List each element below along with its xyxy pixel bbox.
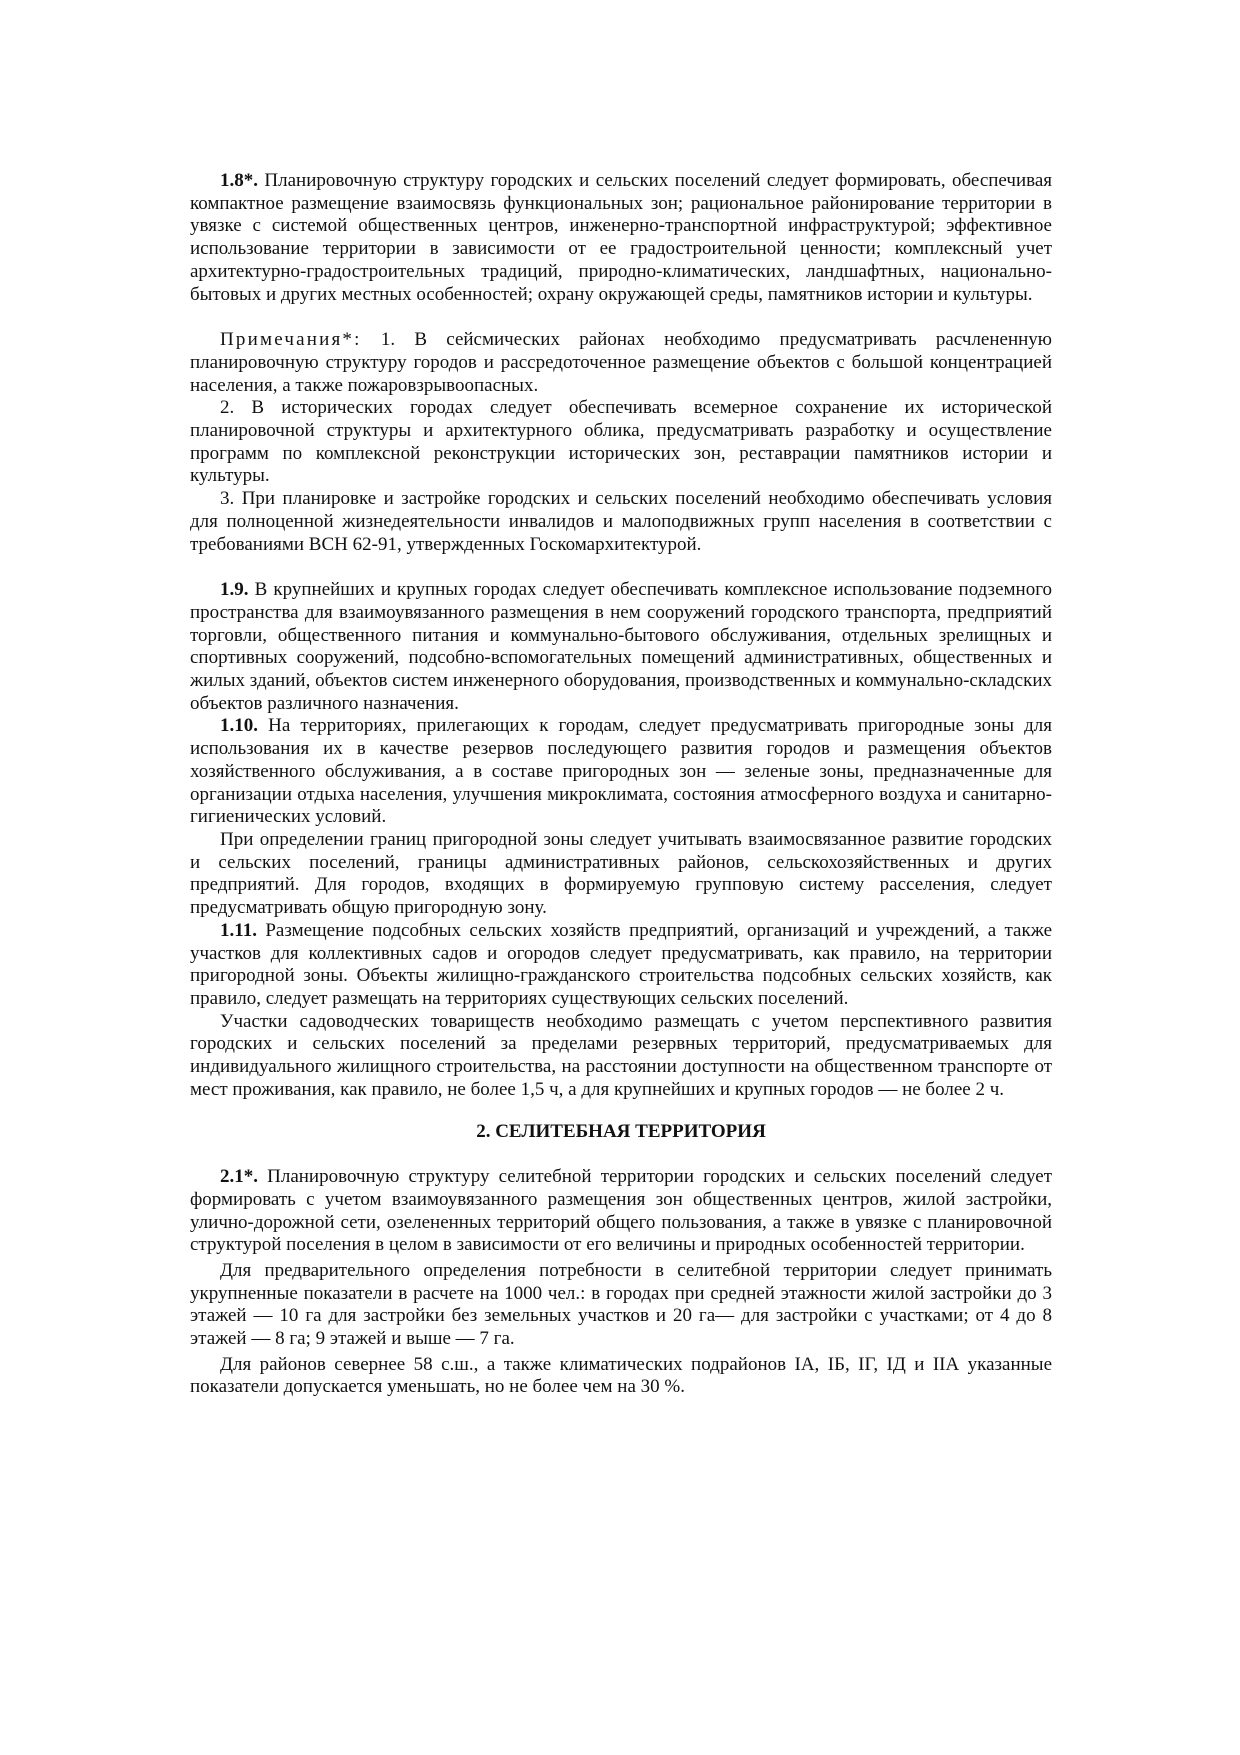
clause-2-1-para-3: Для районов севернее 58 с.ш., а также климатических подрайонов IА, IБ, IГ, IД и IIА указанные показатели допускается уменьшать, но не более чем на 30 %. [190, 1353, 1052, 1398]
clause-text: Планировочную структуру селитебной территории городских и сельских поселений следует формировать с учетом взаимоувязанного размещения зон общественных центров, жилой застройки, улично-дорожной сети, озелененных территорий общего пользования, а также в увязке с планировочной структурой поселения в целом в зависимости от его величины и природных особенностей территории. [190, 1166, 1052, 1256]
clause-number: 1.8*. [220, 170, 258, 191]
document-page [190, 170, 1052, 1399]
clause-text: На территориях, прилегающих к городам, следует предусматривать пригородные зоны для использования их в качестве резервов последующего развития городов и размещения объектов хозяйственного обслуживания, а в составе пригородных зон — зеленые зоны, предназначенные для организации отдыха населения, улучшения микроклимата, состояния атмосферного воздуха и санитарно-гигиенических условий. [190, 715, 1053, 828]
clause-2-1-para-2: Для предварительного определения потребности в селитебной территории следует принимать укрупненные показатели в расчете на 1000 чел.: в городах при средней этажности жилой застройки до 3 этажей — 10 га для застройки без земельных участков и 20 га— для застройки с участками; от 4 до 8 этажей — 8 га; 9 этажей и выше — 7 га. [190, 1259, 1052, 1350]
note-text: 1. В сейсмических районах необходимо предусматривать расчлененную планировочную структуру городов и рассредоточенное размещение объектов с большой концентрацией населения, а также пожаровзрывоопасных. [190, 329, 1052, 396]
clause-1-10-para-2: При определении границ пригородной зоны следует учитывать взаимосвязанное развитие городских и сельских поселений, границы административных районов, сельскохозяйственных и других предприятий. Для городов, входящих в формируемую групповую систему расселения, следует предусматривать общую пригородную зону. [190, 828, 1052, 919]
clause-1-8 [190, 170, 1052, 306]
clause-1-11 [190, 920, 1052, 1011]
notes-item-3: 3. При планировке и застройке городских и сельских поселений необходимо обеспечивать условия для полноценной жизнедеятельности инвалидов и малоподвижных групп населения в соответствии с требованиями ВСН 62-91, утвержденных Госкомархитектурой. [190, 488, 1052, 555]
clause-1-9 [190, 579, 1052, 715]
clause-1-10 [190, 715, 1052, 829]
clause-text: Размещение подсобных сельских хозяйств предприятий, организаций и учреждений, а также участков для коллективных садов и огородов следует предусматривать, как правило, на территории пригородной зоны. Объекты жилищно-гражданского строительства подсобных сельских хозяйств, как правило, следует размещать на территориях существующих сельских поселений. [190, 919, 1053, 1009]
clause-number: 2.1*. [220, 1166, 258, 1188]
notes-item-1 [190, 329, 1052, 397]
notes-item-2: 2. В исторических городах следует обеспечивать всемерное сохранение их исторической планировочной структуры и архитектурного облика, предусматривать разработку и осуществление программ по комплексной реконструкции исторических зон, реставрации памятников истории и культуры. [190, 397, 1052, 487]
notes-label: Примечания*: [220, 329, 362, 351]
clause-number: 1.11. [220, 919, 257, 941]
clause-2-1 [190, 1166, 1052, 1257]
clause-text: Планировочную структуру городских и сельских поселений следует формировать, обеспечивая компактное размещение взаимосвязь функциональных зон; рациональное районирование территории в увязке с системой общественных центров, инженерно-транспортной инфраструктурой; эффективное использование территории в зависимости от ее градостроительной ценности; комплексный учет архитектурно-градостроительных традиций, природно-климатических, ландшафтных, национально-бытовых и других местных особенностей; охрану окружающей среды, памятников истории и культуры. [190, 170, 1053, 305]
clause-number: 1.10. [220, 715, 258, 737]
clause-text: В крупнейших и крупных городах следует обеспечивать комплексное использование подземного пространства для взаимоувязанного размещения в нем сооружений городского транспорта, предприятий торговли, общественного питания и коммунально-бытового обслуживания, отдельных зрелищных и спортивных сооружений, подсобно-вспомогательных помещений административных, общественных и жилых зданий, объектов систем инженерного оборудования, производственных и коммунально-складских объектов различного назначения. [190, 579, 1053, 714]
section-heading: 2. СЕЛИТЕБНАЯ ТЕРРИТОРИЯ [476, 1121, 766, 1143]
clause-number: 1.9. [220, 579, 249, 601]
clause-1-11-para-2: Участки садоводческих товариществ необходимо размещать с учетом перспективного развития городских и сельских поселений за пределами резервных территорий, предусматриваемых для индивидуального жилищного строительства, на расстоянии доступности на общественном транспорте от мест проживания, как правило, не более 1,5 ч, а для крупнейших и крупных городов — не более 2 ч. [190, 1010, 1052, 1100]
